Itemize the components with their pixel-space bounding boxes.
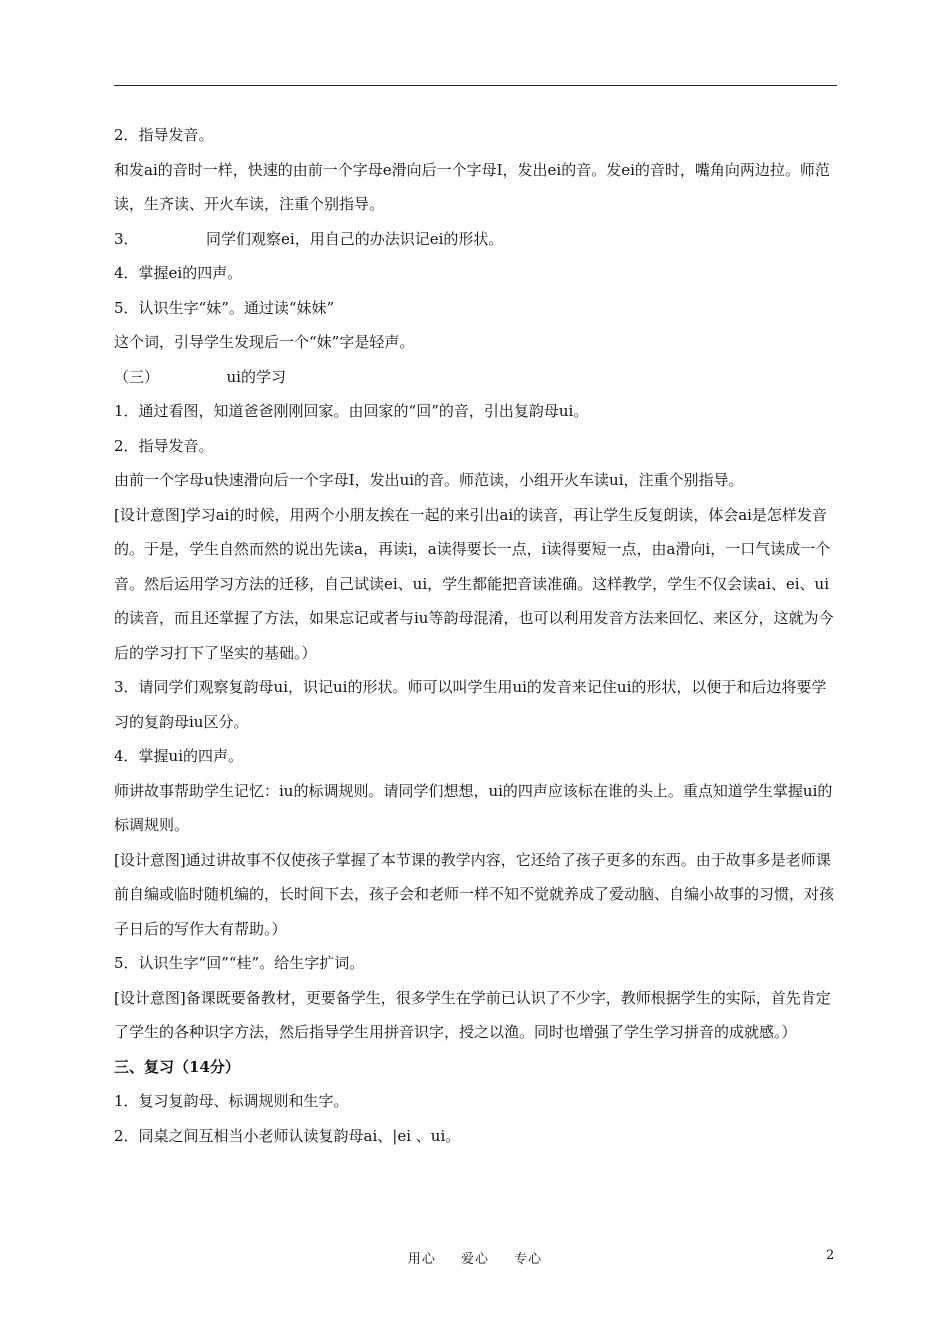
- paragraph: 这个词，引导学生发现后一个“妹”字是轻声。: [114, 333, 415, 351]
- paragraph: 2．指导发音。: [114, 126, 214, 144]
- footer-slogan: [0, 1248, 950, 1267]
- paragraph: [设计意图]学习ai的时候，用两个小朋友挨在一起的来引出ai的读音，再让学生反复朗读，体会ai是怎样发音的。于是，学生自然而然的说出先读a，再读i，a读得要长一点，i读得要短一点，由a滑向i，一口气读成一个音。然后运用学习方法的迁移，自己试读ei、ui，学生都能把音读准确。这样教学，学生不仅会读ai、ei、ui的读音，而且还掌握了方法，如果忘记或者与iu等韵母混淆，也可以利用发音方法来回忆、来区分，这就为今后的学习打下了坚实的基础。）: [114, 505, 834, 662]
- header-rule: [114, 85, 837, 86]
- paragraph: 2．指导发音。: [114, 436, 214, 455]
- paragraph: 4．掌握ei的四声。: [114, 264, 243, 282]
- paragraph: 师讲故事帮助学生记忆：iu的标调规则。请同学们想想，ui的四声应该标在谁的头上。重点知道学生掌握ui的标调规则。: [114, 781, 833, 834]
- paragraph: 4．掌握ui的四声。: [114, 747, 244, 765]
- paragraph: 3．请同学们观察复韵母ui，识记ui的形状。师可以叫学生用ui的发音来记住ui的形状，以便于和后边将要学习的复韵母iu区分。: [114, 678, 827, 731]
- document-body: [114, 118, 840, 1153]
- paragraph: 由前一个字母u快速滑向后一个字母I，发出ui的音。师范读，小组开火车读ui，注重个别指导。: [114, 471, 744, 489]
- paragraph: [设计意图]备课既要备教材，更要备学生，很多学生在学前已认识了不少字，教师根据学生的实际，首先肯定了学生的各种识字方法，然后指导学生用拼音识字，授之以渔。同时也增强了学生学习拼音的成就感。）: [114, 988, 831, 1041]
- paragraph: 1．通过看图，知道爸爸刚刚回家。由回家的“回”的音，引出复韵母ui。: [114, 402, 589, 420]
- paragraph: 2．同桌之间互相当小老师认读复韵母ai、|ei 、ui。: [114, 1126, 461, 1145]
- paragraph: 1．复习复韵母、标调规则和生字。: [114, 1092, 349, 1110]
- paragraph: 和发ai的音时一样，快速的由前一个字母e滑向后一个字母I，发出ei的音。发ei的音时，嘴角向两边拉。师范读，生齐读、开火车读，注重个别指导。: [114, 160, 830, 213]
- footer-item-2: 爱心: [460, 1252, 489, 1267]
- paragraph: [设计意图]通过讲故事不仅使孩子掌握了本节课的教学内容，它还给了孩子更多的东西。由于故事多是老师课前自编或临时随机编的，长时间下去，孩子会和老师一样不知不觉就养成了爱动脑、自编小故事的习惯，对孩子日后的写作大有帮助。）: [114, 850, 835, 938]
- paragraph: （三） ui的学习: [114, 367, 286, 386]
- section-heading: 三、复习（14分）: [114, 1057, 240, 1076]
- paragraph: 5．认识生字“妹”。通过读“妹妹”: [114, 298, 335, 317]
- footer-item-1: 用心: [407, 1252, 436, 1267]
- page-number: 2: [826, 1248, 835, 1263]
- paragraph: 5．认识生字“回”“桂”。给生字扩词。: [114, 954, 365, 972]
- footer-item-3: 专心: [514, 1252, 543, 1267]
- paragraph: 3． 同学们观察ei，用自己的办法识记ei的形状。: [114, 229, 504, 248]
